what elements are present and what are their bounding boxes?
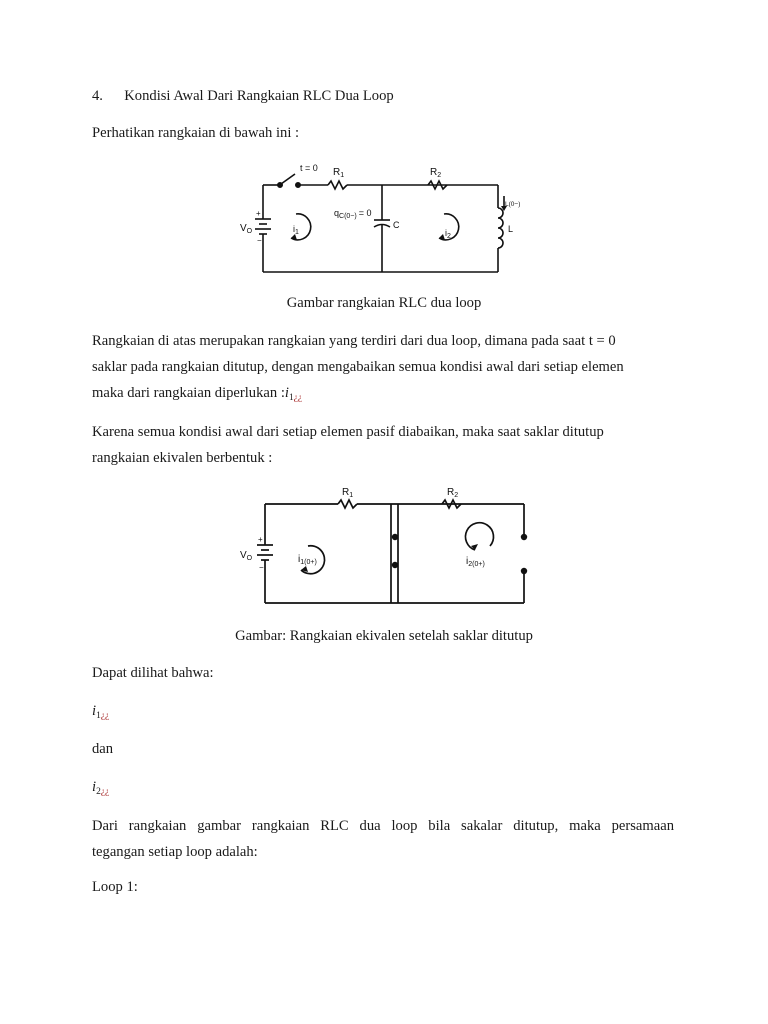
plus-sign: + <box>258 535 263 544</box>
paragraph-2 <box>92 419 674 471</box>
loop2-current-label: $i_2$ <box>445 228 451 240</box>
minus-sign: − <box>259 563 264 572</box>
equation-i2: $i_{2¿¿}$ <box>92 779 110 797</box>
switch-label: t = 0 <box>300 163 318 173</box>
loop2-current-label: $i_{2(0+)}$ <box>466 556 485 568</box>
figure1-caption: Gambar rangkaian RLC dua loop <box>286 295 482 311</box>
paragraph-1-line-3 <box>92 380 674 411</box>
source-label: $V_O$ <box>240 223 253 235</box>
loop1-heading: Loop 1: <box>92 879 138 895</box>
conjunction-text: dan <box>92 741 114 757</box>
paragraph-3 <box>92 813 674 865</box>
equation-i1: $i_{1¿¿}$ <box>92 703 110 721</box>
r2-label: $R_2$ <box>430 167 442 179</box>
inline-equation-i1: $i_{1¿¿}$ <box>284 385 303 403</box>
paragraph-3-line-1: Dari rangkaian gambar rangkaian RLC dua loop bila sakalar ditutup, maka persamaan <box>92 818 674 834</box>
paragraph-2-line-2: rangkaian ekivalen berbentuk : <box>92 450 273 466</box>
inductor-label: L <box>508 224 514 234</box>
capacitor-label: C <box>393 220 400 230</box>
section-number: 4. <box>92 88 103 104</box>
figure2-circuit-diagram <box>238 482 530 608</box>
figure1-circuit-diagram <box>240 158 530 278</box>
paragraph-1 <box>92 328 674 411</box>
r2-label: $R_2$ <box>447 487 459 499</box>
observe-text: Dapat dilihat bahwa: <box>92 665 214 681</box>
figure2-caption: Gambar: Rangkaian ekivalen setelah saklar ditutup <box>235 628 533 644</box>
paragraph-1-line-3-text: maka dari rangkaian diperlukan : <box>92 385 285 401</box>
section-title: Kondisi Awal Dari Rangkaian RLC Dua Loop <box>124 88 394 104</box>
minus-sign: − <box>257 236 262 245</box>
section-heading <box>92 88 394 105</box>
capacitor-condition-label: $q_{C(0-)} = 0$ <box>334 208 372 220</box>
inductor-current-label: $i_{L(0-)}$ <box>503 196 521 208</box>
plus-sign: + <box>256 209 261 218</box>
loop1-current-label: $i_{1(0+)}$ <box>298 554 317 566</box>
r1-label: $R_1$ <box>342 487 354 499</box>
intro-text: Perhatikan rangkaian di bawah ini : <box>92 125 300 141</box>
paragraph-1-line-2: saklar pada rangkaian ditutup, dengan mengabaikan semua kondisi awal dari setiap elemen <box>92 359 624 375</box>
r1-label: $R_1$ <box>333 167 345 179</box>
paragraph-2-line-1: Karena semua kondisi awal dari setiap elemen pasif diabaikan, maka saat saklar ditutup <box>92 424 604 440</box>
paragraph-3-line-2: tegangan setiap loop adalah: <box>92 844 258 860</box>
source-label: $V_O$ <box>240 550 253 562</box>
paragraph-1-line-1: Rangkaian di atas merupakan rangkaian yang terdiri dari dua loop, dimana pada saat t = 0 <box>92 333 616 349</box>
loop1-current-label: $i_1$ <box>293 224 299 236</box>
